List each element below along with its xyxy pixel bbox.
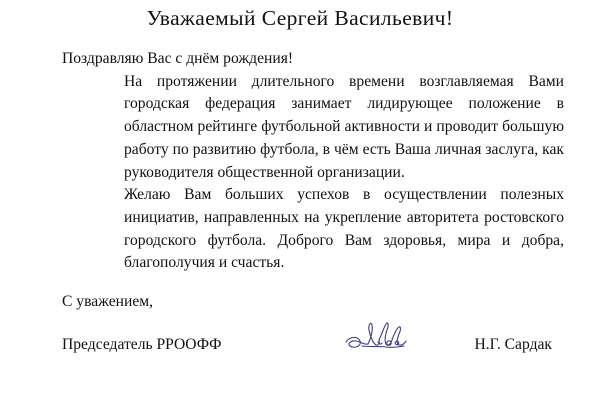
letter-closing: С уважением,	[62, 293, 154, 310]
letter-body	[62, 48, 564, 275]
handwritten-signature-icon	[342, 316, 412, 360]
signer-position: Председатель РРООФФ	[62, 336, 222, 353]
letter-greeting: Поздравляю Вас с днём рождения!	[62, 50, 294, 67]
letter-salutation: Уважаемый Сергей Васильевич!	[146, 6, 454, 30]
signer-name: Н.Г. Сардак	[474, 336, 552, 353]
signature-block	[62, 334, 552, 360]
letter-paragraph-1: На протяжении длительного времени возглавляемая Вами городская федерация занимает лидирующее положение в областном рейтинге футбольной активности и проводит большую работу по развитию футбола, в чём есть Ваша личная заслуга, как руководителя общественной организации.	[124, 72, 564, 181]
letter-paragraph-2: Желаю Вам больших успехов в осуществлении полезных инициатив, направленных на укрепление авторитета ростовского городского футбола. Доброго Вам здоровья, мира и добра, благополучия и счастья.	[124, 186, 564, 272]
